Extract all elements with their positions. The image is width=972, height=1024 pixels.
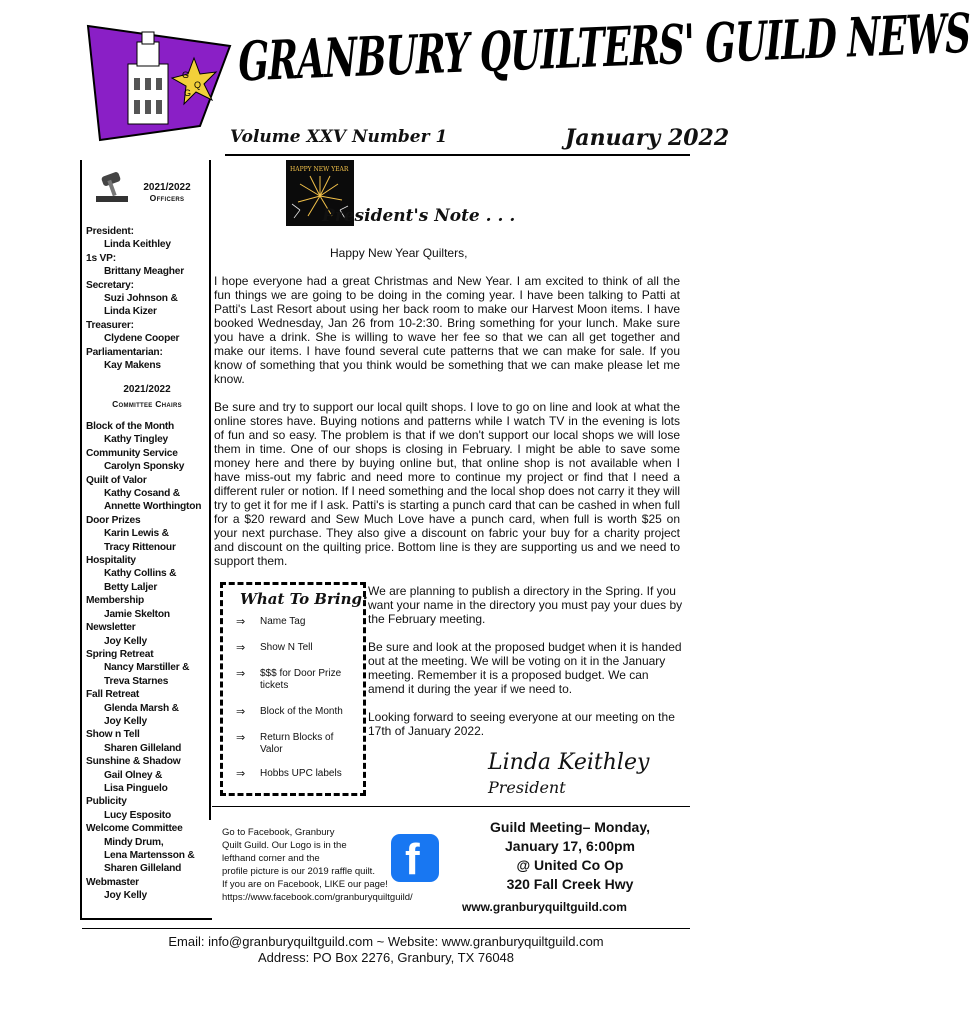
footer-contact: Email: info@granburyquiltguild.com ~ Website: www.granburyquiltguild.com (168, 934, 604, 949)
facebook-line: lefthand corner and the (222, 853, 320, 864)
article-paragraph-2: Be sure and try to support our local quilt shops. I love to go on line and look at what the online stores have. Buying notions and patterns while I watch TV in the evening is lots of fun and so easy. The problem is that if we don't support our local shops we will lose them in time. One of our shops is closing in February. I might be able to save some money here and there by buying online but, that online shop is not available when I have miss-out my fabric and need more to continue my project or find that I need a different ruler or notion. If I need something and the local shop does not carry it they will try to get it for me if I ask. Patti's is starting a punch card that can be cashed in when full for a $20 reward and Sew Much Love have a punch card, when full is worth $25 on your next purchase. They also give a discount on fabric your buy for a charity project and discount on the quilting price. Bottom line is they are supporting us and we need to support them. (214, 400, 680, 568)
footer (82, 934, 690, 966)
committee-role: Community Service (86, 447, 178, 459)
sidebar-bottom-border (80, 918, 212, 920)
meeting-line: 320 Fall Creek Hwy (506, 876, 634, 892)
committee-role: Door Prizes (86, 514, 141, 526)
officer-name: Clydene Cooper (104, 333, 180, 345)
directory-paragraph: We are planning to publish a directory in the Spring. If you want your name in the directory you must pay your dues by the February meeting. (368, 584, 683, 626)
meeting-line: January 17, 6:00pm (505, 838, 635, 854)
officers-title: Officers (149, 193, 185, 203)
committee-title: Committee Chairs (112, 399, 182, 409)
bring-item (236, 642, 356, 656)
section-divider (212, 806, 690, 807)
committee-year: 2021/2022 (123, 384, 171, 395)
arrow-icon: ⇒ (236, 706, 246, 718)
committee-role: Newsletter (86, 622, 136, 634)
article-paragraph-1: I hope everyone had a great Christmas and New Year. I am excited to think of all the fun things we are going to be doing in the coming year. I have been talking to Patti at Patti's Last Resort about using her back room to make our Harvest Moon items. I have booked Wednesday, Jan 26 from 10-2:30. Bring something for your lunch. Make sure you have a drink. She is willing to wave her fee so that we can all get together and make our items. I have found several cute patterns that we can make for sale. If you know of something that you think would be something that we can make please let me know. (214, 274, 680, 386)
committee-name: Mindy Drum, (104, 836, 164, 848)
committee-role: Spring Retreat (86, 648, 154, 660)
arrow-icon: ⇒ (236, 732, 246, 744)
facebook-line: If you are on Facebook, LIKE our page! (222, 879, 388, 890)
committee-role: Block of the Month (86, 421, 175, 432)
committee-name: Betty Laljer (104, 581, 158, 593)
facebook-line: Go to Facebook, Granbury (222, 827, 335, 838)
arrow-icon: ⇒ (236, 768, 246, 780)
committee-heading (86, 384, 208, 409)
facebook-letter: f (405, 835, 420, 884)
committee-role: Quilt of Valor (86, 474, 147, 486)
officer-name: Kay Makens (104, 360, 161, 372)
arrow-icon: ⇒ (236, 668, 246, 680)
committee-name: Sharen Gilleland (104, 863, 182, 875)
committee-name: Gail Olney & (104, 769, 163, 781)
committee-name: Karin Lewis & (104, 528, 169, 540)
arrow-icon: ⇒ (236, 616, 246, 628)
signature: Linda Keithley (488, 750, 650, 775)
bring-item-label: Show N Tell (260, 642, 313, 653)
sidebar-left-border (80, 160, 82, 920)
facebook-link[interactable]: https://www.facebook.com/granburyquiltguild/ (222, 892, 413, 903)
volume-number: Volume XXV Number 1 (230, 127, 448, 147)
committee-role: Publicity (86, 796, 127, 808)
issue-date: January 2022 (565, 125, 730, 151)
committee-name: Nancy Marstiller & (104, 662, 190, 674)
committee-role: Webmaster (86, 876, 139, 888)
committee-name: Tracy Rittenour (104, 541, 176, 553)
committee-role: Fall Retreat (86, 689, 140, 701)
committee-name: Kathy Collins & (104, 568, 177, 580)
guild-logo (82, 20, 232, 142)
officer-role: Treasurer: (86, 319, 134, 331)
gavel-icon (92, 170, 132, 204)
bring-item (236, 768, 356, 782)
committee-name: Lucy Esposito (104, 809, 172, 821)
officer-name: Brittany Meagher (104, 266, 185, 278)
officer-name: Linda Keithley (104, 239, 171, 251)
bring-item-label: Hobbs UPC labels (260, 768, 342, 779)
committee-name: Sharen Gilleland (104, 742, 182, 754)
committee-name: Annette Worthington (104, 501, 202, 513)
what-to-bring-heading: What To Bring: (240, 590, 368, 608)
committee-name: Joy Kelly (104, 890, 147, 902)
committee-name: Lena Martensson & (104, 850, 195, 861)
arrow-icon: ⇒ (236, 642, 246, 654)
officers-list (86, 225, 208, 372)
officer-role: President: (86, 226, 134, 237)
bring-item-label: $$$ for Door Prize tickets (260, 668, 342, 691)
newsletter-title: GRANBURY QUILTERS' GUILD NEWS (237, 2, 971, 94)
committee-name: Kathy Cosand & (104, 488, 180, 500)
committee-name: Carolyn Sponsky (104, 461, 185, 473)
footer-address: Address: PO Box 2276, Granbury, TX 76048 (257, 950, 515, 965)
bring-item (236, 616, 356, 630)
logo-letter-g1: G (182, 70, 190, 80)
budget-paragraph: Be sure and look at the proposed budget when it is handed out at the meeting. We will be voting on it in the January meeting. Remember it is a proposed budget. We can amend it during the year if we need to. (368, 640, 682, 696)
committee-role: Hospitality (86, 555, 136, 567)
officers-heading (132, 182, 202, 203)
meeting-line: Guild Meeting– Monday, (490, 819, 650, 835)
logo-letter-q: Q (194, 80, 202, 90)
committee-name: Joy Kelly (104, 635, 147, 647)
facebook-line: profile picture is our 2019 raffle quilt. (222, 866, 375, 877)
signature-title: President (488, 778, 566, 797)
website-link[interactable]: www.granburyquiltguild.com (462, 900, 627, 914)
officers-year: 2021/2022 (143, 182, 191, 193)
officer-role: 1s VP: (86, 252, 116, 264)
committee-role: Sunshine & Shadow (86, 756, 181, 768)
bring-item-label: Name Tag (260, 616, 306, 627)
logo-letter-g2: G (184, 88, 192, 98)
officer-name: Linda Kizer (104, 306, 157, 318)
committee-name: Joy Kelly (104, 715, 147, 727)
meeting-info (450, 818, 690, 894)
committee-role: Membership (86, 595, 145, 607)
facebook-line: Quilt Guild. Our Logo is in the (222, 840, 347, 851)
committee-name: Glenda Marsh & (104, 702, 179, 714)
bring-item (236, 668, 356, 694)
footer-divider (82, 928, 690, 929)
greeting: Happy New Year Quilters, (330, 246, 468, 260)
committee-list (86, 420, 210, 903)
fireworks-caption: HAPPY NEW YEAR (290, 166, 349, 173)
officer-role: Parliamentarian: (86, 346, 163, 358)
presidents-note-heading: President's Note . . . (322, 206, 516, 226)
bring-item (236, 732, 356, 758)
facebook-icon[interactable] (391, 834, 439, 882)
committee-role: Welcome Committee (86, 823, 183, 835)
masthead-divider (225, 154, 690, 156)
officer-name: Suzi Johnson & (104, 293, 178, 305)
bring-item (236, 706, 356, 720)
bring-item-label: Block of the Month (260, 706, 343, 717)
officer-role: Secretary: (86, 279, 134, 291)
committee-name: Kathy Tingley (104, 434, 169, 446)
committee-name: Jamie Skelton (104, 608, 170, 620)
committee-role: Show n Tell (86, 729, 140, 741)
meeting-line: @ United Co Op (516, 857, 624, 873)
closing-paragraph: Looking forward to seeing everyone at our meeting on the 17th of January 2022. (368, 710, 675, 738)
committee-name: Lisa Pinguelo (104, 782, 168, 794)
committee-name: Treva Starnes (104, 675, 169, 687)
bring-item-label: Return Blocks of Valor (260, 732, 334, 755)
